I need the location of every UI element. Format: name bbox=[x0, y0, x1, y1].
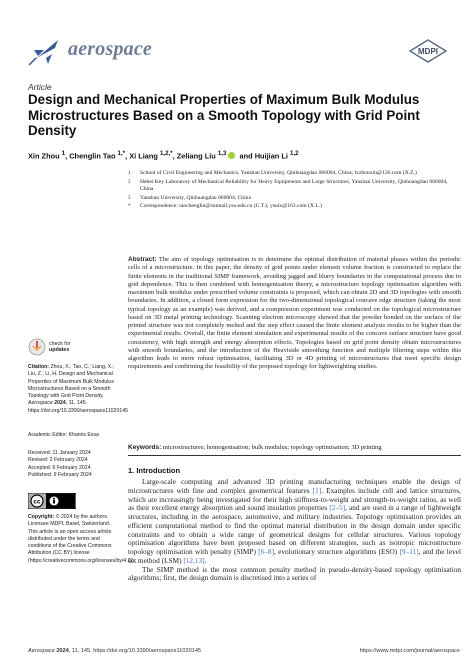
author-name[interactable]: Xi Liang bbox=[129, 151, 158, 161]
orcid-icon[interactable] bbox=[228, 152, 235, 159]
author-name[interactable]: Xin Zhou bbox=[28, 151, 60, 161]
author-sup: 1,* bbox=[117, 150, 126, 157]
check-updates-label bbox=[49, 341, 71, 353]
intro-text-segment: , evolutionary structure algorithms (ESO) bbox=[274, 547, 400, 556]
affiliation-item bbox=[128, 195, 458, 203]
page-title: Design and Mechanical Properties of Maximum Bulk Modulus Microstructures Based on a Smooth Topology with Grid Point Density bbox=[28, 92, 420, 138]
check-for-updates-button[interactable] bbox=[28, 338, 88, 358]
citation-journal: Aerospace bbox=[28, 400, 53, 407]
mdpi-logo-text: MDPI bbox=[418, 47, 438, 56]
accepted-date: Accepted: 6 February 2024 bbox=[28, 464, 91, 471]
mdpi-logo bbox=[408, 39, 448, 63]
academic-editor: Academic Editor: Khamis Essa bbox=[28, 432, 99, 438]
cc-by-license-icon[interactable] bbox=[28, 493, 76, 509]
copyright-block bbox=[28, 514, 136, 565]
divider bbox=[128, 455, 461, 456]
citation-label: Citation: bbox=[28, 364, 50, 370]
intro-text-segment: Large-scale computing and advanced 3D printing manufacturing techniques enable the design of microstructures with fine and complex geometrical features bbox=[128, 477, 461, 495]
intro-text-segment: . Examples include cell and lattice structures, which are increasingly being investigated for their high stiffness-to-weight and strength-to-weight ratios, as well as their excellent energy absorption and sound insulation properties bbox=[128, 485, 462, 513]
affiliation-mark: 1 bbox=[128, 171, 131, 176]
keywords-label: Keywords: bbox=[128, 444, 162, 451]
abstract-label: Abstract: bbox=[128, 256, 157, 263]
footer-citation bbox=[28, 648, 201, 654]
article-type: Article bbox=[28, 82, 52, 92]
abstract bbox=[128, 256, 461, 372]
affiliation-mark: 2 bbox=[128, 179, 131, 185]
affiliation-text: School of Civil Engineering and Mechanics, Yanshan University, Qinhuangdao 066004, China; lxzhouxin@126.com (X.Z.) bbox=[140, 170, 417, 176]
affiliation-text: Correspondence: taochenglin@stumail.ysu.edu.cn (C.T.); ysulx@163.com (X.L.) bbox=[140, 203, 323, 210]
revised-date: Revised: 2 February 2024 bbox=[28, 457, 88, 464]
citation-link[interactable]: [1] bbox=[312, 485, 322, 495]
author-name[interactable]: Chenglin Tao bbox=[69, 151, 116, 161]
citation-link[interactable]: [12,13] bbox=[183, 555, 205, 565]
paragraph bbox=[128, 478, 461, 566]
affiliation-mark: * bbox=[128, 204, 131, 210]
updates-line: check for bbox=[49, 341, 71, 347]
citation-volume-doi[interactable]: , 11, 145. https://doi.org/10.3390/aerospace11020145 bbox=[28, 400, 128, 414]
author-sup: 1,2 bbox=[290, 150, 299, 157]
footer-doi[interactable]: , 11, 145. https://doi.org/10.3390/aerospace11020145 bbox=[68, 648, 202, 654]
footer-journal: Aerospace bbox=[28, 648, 55, 654]
author-name[interactable]: Zeliang Liu bbox=[176, 151, 216, 161]
intro-text-segment: . bbox=[204, 555, 207, 565]
introduction-body bbox=[128, 478, 461, 583]
history-dates bbox=[28, 450, 120, 479]
affiliation-text: Yanshan University, Qinhuangdao 066004, China bbox=[140, 194, 251, 201]
author-sup: 1 bbox=[61, 150, 66, 157]
journal-name: aerospace bbox=[68, 38, 152, 60]
editor-info bbox=[28, 432, 120, 439]
footer-journal-url[interactable]: https://www.mdpi.com/journal/aerospace bbox=[359, 648, 460, 654]
cc-text: cc bbox=[33, 498, 41, 506]
affiliation-item bbox=[128, 179, 458, 194]
author-sup: 1,2,* bbox=[160, 150, 173, 157]
published-date: Published: 9 February 2024 bbox=[28, 471, 92, 478]
citation-text: Zhou, X.; Tao, C.; Liang, X.; Liu, Z.; Li, H. Design and Mechanical Properties of Maximum Bulk Modulus Microstructures Based on a Smooth Topology with Grid Point Density. bbox=[28, 364, 115, 400]
author-name[interactable]: Huijian Li bbox=[254, 151, 288, 161]
citation-link[interactable]: [9–11] bbox=[399, 547, 419, 556]
received-date: Received: 11 January 2024 bbox=[28, 450, 91, 456]
section-heading: 1. Introduction bbox=[128, 466, 181, 475]
keywords bbox=[128, 444, 461, 451]
citation-block bbox=[28, 364, 128, 415]
affiliation-text: Hebei Key Laboratory of Mechanical Reliability for Heavy Equipments and Large Structures, Yanshan University, Qinhuangdao 066004, China bbox=[140, 178, 448, 193]
keywords-text: microstructures; homogenisation; bulk modulus; topology optimisation; 3D printing bbox=[162, 444, 382, 451]
citation-link[interactable]: [6–8] bbox=[258, 547, 274, 556]
intro-text-segment: The SIMP method is the most common penalty method in pseudo-density-based topology optimisation algorithms; first, the design domain is discretised into a series of bbox=[128, 564, 461, 583]
copyright-label: Copyright: bbox=[28, 514, 55, 520]
author-list: Xin Zhou $^1$, Chenglin Tao $^{1,*}$, Xi Liang $^{1,2,*}$, Zeliang Liu $^{1,3}$ and Huijian Li $^{1,2}$ bbox=[28, 150, 299, 161]
footer-year: 2024 bbox=[56, 648, 69, 654]
journal-header bbox=[28, 36, 448, 66]
paragraph bbox=[128, 566, 461, 584]
copyright-text: © 2024 by the authors. Licensee MDPI, Basel, Switzerland. This article is an open access article distributed under the terms and conditions of the Creative Commons Attribution (CC BY) license (https://creativecommons.org/licenses/by/4.0/). bbox=[28, 514, 136, 564]
intro-text-segment: , and are used in a range of lightweight structures, including in the aerospace, automotive, and military industries. Topology optimisation provides an efficient computational method to find the optimal material distribution in the design domain under specific constraints and to obtain a wide range of geometrical designs for cellular structures. Various topology optimisation algorithms have been proposed based on different strategies, such as isotropic microstructure topology optimisation with penalty (SIMP) bbox=[128, 503, 462, 556]
affiliation-mark: 3 bbox=[128, 195, 131, 201]
check-updates-icon bbox=[28, 338, 46, 356]
abstract-text: The aim of topology optimisation is to determine the optimal distribution of material phases within the periodic cells of a microstructure. In this paper, the density of grid points under element volume fraction is constructed to replace the finite elements in the traditional SIMP framework, avoiding jagged and blurry boundaries in the computational process due to grid dependence. This is then combined with homogenisation theory, a microstructure topology optimisation algorithm with maximum bulk modulus under prescribed volume constraints is proposed, which can obtain 2D and 3D topologies with smooth boundaries. In addition, a closed form expression for the two-dimensional topological concave edge structure (taking the most typical topology as an example) was derived, and a compression experiment was conducted on the topological microstructure based on 3D metal printing technology. Scanning electron microscopy showed that the powder bonded on the surface of the printed structure was not completely melted and the step effect caused the finite element analysis results to be higher than the experimental results. Overall, the finite element simulation and experimental results of the concave surface structure have good consistency, with high strength and energy absorption effects. Topologies based on grid point density obtain microstructures with smooth boundaries, and the introduction of the Heaviside smoothing function and multiple filtering steps within this algorithm leads to more robust optimisation, facilitating 3D or 4D printing of microstructures that meet specific design requirements and confirming the feasibility of the proposed topology for lightweighting studies. bbox=[128, 256, 461, 371]
affiliation-item bbox=[128, 203, 458, 211]
author-sup: 1,3 bbox=[217, 150, 227, 157]
affiliations bbox=[128, 170, 458, 212]
updates-line: updates bbox=[49, 347, 70, 353]
intro-text-segment: , and the level set method (LSM) bbox=[128, 547, 461, 565]
citation-link[interactable]: [2–5] bbox=[329, 503, 346, 513]
affiliation-item bbox=[128, 170, 458, 178]
author-and: and bbox=[239, 151, 253, 161]
citation-year: 2024 bbox=[54, 400, 66, 407]
aerospace-plane-icon bbox=[28, 36, 62, 66]
